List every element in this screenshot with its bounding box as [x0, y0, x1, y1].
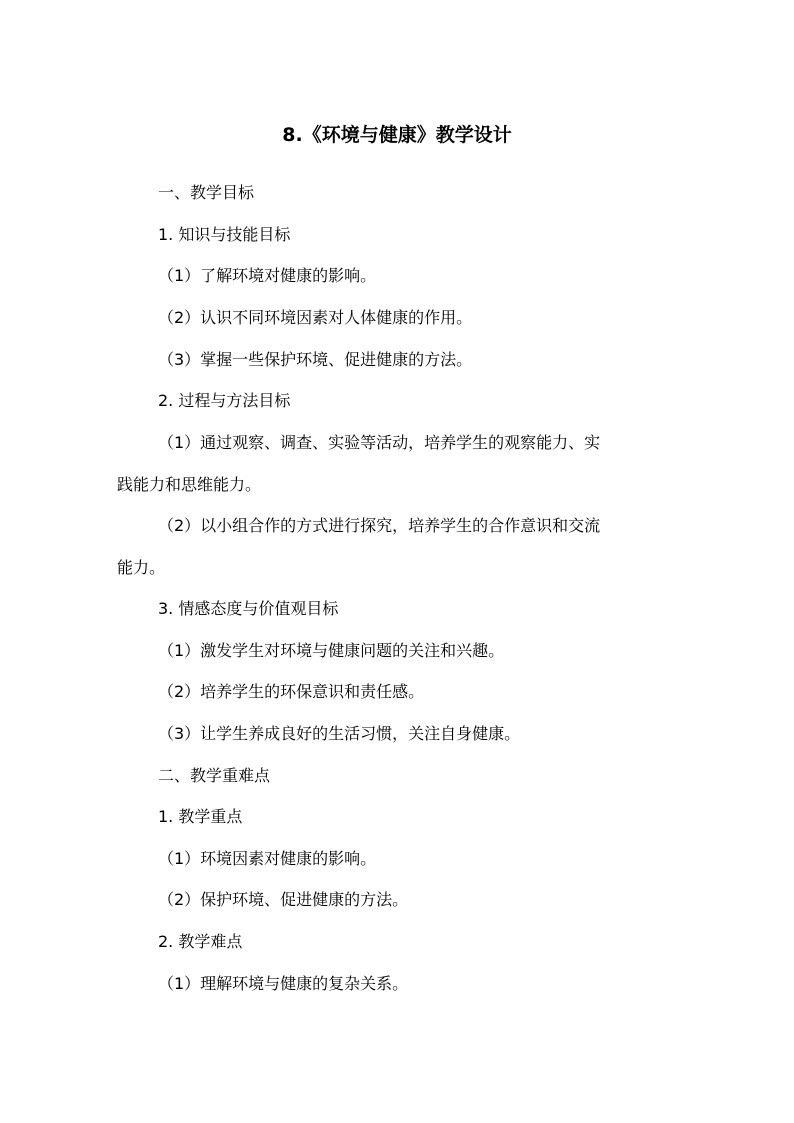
paragraph-line: （1）通过观察、调查、实验等活动，培养学生的观察能力、实: [158, 433, 601, 452]
paragraph-line-continued: 践能力和思维能力。: [117, 475, 262, 494]
paragraph-line-continued: 能力。: [117, 558, 166, 577]
paragraph-line: （1）了解环境对健康的影响。: [158, 266, 377, 285]
subheading-knowledge-skills: 1. 知识与技能目标: [158, 225, 291, 244]
paragraph-line: （1）环境因素对健康的影响。: [158, 849, 377, 868]
paragraph-line: （2）保护环境、促进健康的方法。: [158, 890, 409, 909]
subheading-key-points: 1. 教学重点: [158, 807, 243, 826]
paragraph-line: （2）以小组合作的方式进行探究，培养学生的合作意识和交流: [158, 516, 601, 535]
subheading-difficult-points: 2. 教学难点: [158, 932, 243, 951]
subheading-emotions-values: 3. 情感态度与价值观目标: [158, 599, 339, 618]
section-heading-teaching-goals: 一、教学目标: [158, 183, 255, 202]
paragraph-line: （2）认识不同环境因素对人体健康的作用。: [158, 308, 473, 327]
section-heading-key-difficult-points: 二、教学重难点: [158, 766, 271, 785]
subheading-process-methods: 2. 过程与方法目标: [158, 391, 291, 410]
paragraph-line: （2）培养学生的环保意识和责任感。: [158, 682, 425, 701]
paragraph-line: （3）掌握一些保护环境、促进健康的方法。: [158, 350, 473, 369]
paragraph-line: （1）激发学生对环境与健康问题的关注和兴趣。: [158, 641, 505, 660]
document-title: 8.《环境与健康》教学设计: [282, 124, 512, 146]
paragraph-line: （3）让学生养成良好的生活习惯，关注自身健康。: [158, 724, 521, 743]
paragraph-line: （1）理解环境与健康的复杂关系。: [158, 974, 409, 993]
